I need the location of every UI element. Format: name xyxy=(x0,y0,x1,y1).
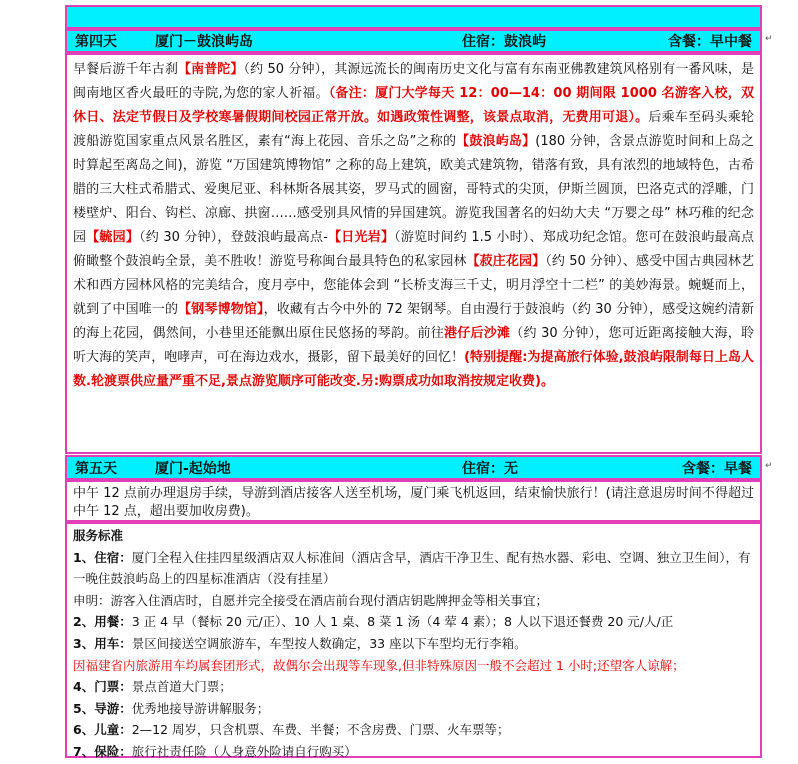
yuyuan-link: 【毓园】 xyxy=(86,230,140,245)
service-label: 6、儿童： xyxy=(73,722,132,738)
shuzhuang-link: 【菽庄花园】 xyxy=(466,254,546,269)
gulangyu-warning: (特别提醒:为提高旅行体验,鼓浪屿限制每日上岛人数.轮渡票供应量严重不足,景点游览顺序可能改变.另:购票成功如取消按规定收费)。 xyxy=(73,350,754,389)
empty-header-row xyxy=(65,5,762,29)
desc-text: 早餐后游千年古刹 xyxy=(73,62,178,77)
day4-route: 厦门－鼓浪屿岛 xyxy=(155,34,253,50)
day5-description: 中午 12 点前办理退房手续，导游到酒店接客人送至机场，厦门乘飞机返回，结束愉快旅行！(请注意退房时间不得超过中午 12 点，超出要加收房费)。 xyxy=(73,486,754,519)
desc-text: （约 50 分钟）、感受中国古典园林艺术和西方园林风格的完美结合，度月亭中，您能体会到 “长桥支海三千丈，明月浮空十二栏” 的美妙海景。蜿蜒而上，就到了中国唯一的 xyxy=(73,254,754,317)
service-text: 优秀地接导游讲解服务； xyxy=(131,700,270,716)
day5-route: 厦门-起始地 xyxy=(155,460,231,477)
gulangyu-link: 【鼓浪屿岛】 xyxy=(456,134,536,149)
day5-stay: 住宿：无 xyxy=(462,460,518,477)
paragraph-mark: ↵ xyxy=(765,461,773,471)
day4-header-row xyxy=(65,29,762,53)
desc-text: 后乘车至码头乘轮渡船游览国家重点风景名胜区，素有“海上花园、音乐之岛”之称的 xyxy=(73,110,754,149)
day5-header-row xyxy=(65,455,762,480)
desc-text: （游览时间约 1.5 小时）、郑成功纪念馆。您可在鼓浪屿最高点俯瞰整个鼓浪屿全景，美不胜收！游览号称闽台最具特色的私家园林 xyxy=(73,230,754,269)
desc-text: ，收藏有古今中外的 72 架钢琴。自由漫行于鼓浪屿（约 30 分钟），感受这婉约清新的海上花园，偶然间，小巷里还能飘出原住民悠扬的琴韵。前往 xyxy=(73,302,754,341)
piano-museum-link: 【钢琴博物馆】 xyxy=(178,302,264,317)
desc-text: （约 30 分钟），登鼓浪屿最高点- xyxy=(139,230,328,245)
day4-stay: 住宿：鼓浪屿 xyxy=(462,34,546,50)
service-text: 3 正 4 早（餐标 20 元/正）、10 人 1 桌、8 菜 1 汤（4 荤 4 素）；8 人以下退还餐费 20 元/人/正 xyxy=(131,614,674,630)
service-text: 旅行社责任险（人身意外险请自行购买） xyxy=(131,743,357,759)
service-text: 景区间接送空调旅游车，车型按人数确定，33 座以下车型均无行李箱。 xyxy=(131,635,527,651)
service-text: 厦门全程入住挂四星级酒店双人标准间（酒店含早，酒店干净卫生、配有热水器、彩电、空调、独立卫生间），有一晚住鼓浪屿岛上的四星标准酒店（没有挂星） xyxy=(73,549,751,587)
gangzai-beach: 港仔后沙滩 xyxy=(443,326,511,341)
vehicle-note: 因福建省内旅游用车均属套团形式，故偶尔会出现等车现象,但非特殊原因一般不会超过 1 小时;还望客人谅解； xyxy=(73,657,685,673)
service-label: 4、门票： xyxy=(73,679,132,695)
day5-meal: 含餐：早餐 xyxy=(682,460,752,477)
service-label: 7、保险： xyxy=(73,743,132,759)
paragraph-mark: ↵ xyxy=(765,34,773,44)
service-label: 3、用车： xyxy=(73,635,132,651)
service-title: 服务标准 xyxy=(73,528,124,543)
day5-day: 第五天 xyxy=(75,460,117,477)
service-text: 2—12 周岁，只含机票、车费、半餐；不含房费、门票、火车票等； xyxy=(131,722,510,738)
service-standards-box xyxy=(65,522,762,758)
service-label: 2、用餐： xyxy=(73,614,132,630)
day4-day: 第四天 xyxy=(75,34,117,50)
riguangyan-link: 【日光岩】 xyxy=(327,230,395,245)
desc-text: （约 30 分钟），您可近距离接触大海，聆听大海的笑声，咆哮声，可在海边戏水，摄影，留下最美好的回忆！ xyxy=(73,326,754,365)
service-label: 5、导游： xyxy=(73,700,132,716)
service-label: 1、住宿： xyxy=(73,549,132,565)
desc-text: （约 50 分钟），其源远流长的闽南历史文化与富有东南亚佛教建筑风格别有一番风味，是闽南地区香火最旺的寺院,为您的家人祈福。 xyxy=(73,62,754,101)
desc-text: (180 分钟，含景点游览时间和上岛之时算起至离岛之间)，游览 “万国建筑博物馆” 之称的岛上建筑，欧美式建筑物，错落有致，具有浓烈的地域特色，古希腊的三大柱式希腊式、爱奥尼亚、科林斯各展其姿，罗马式的圆窗，哥特式的尖顶，伊斯兰圆顶，巴洛克式的浮雕，门楼壁炉、阳台、钩栏、凉廊、拱窗……感受别具风情的异国建筑。游览我国著名的妇幼大夫 “万婴之母” 林巧稚的纪念园 xyxy=(73,134,754,245)
day4-meal: 含餐：早中餐 xyxy=(668,34,752,50)
day4-description xyxy=(67,55,760,394)
service-statement: 申明：游客入住酒店时，自愿并完全接受在酒店前台现付酒店钥匙牌押金等相关事宜； xyxy=(73,592,549,608)
day5-description-box xyxy=(65,480,762,522)
day4-description-box xyxy=(65,53,762,454)
nanputuo-link: 【南普陀】 xyxy=(177,62,244,77)
service-standards xyxy=(67,524,760,764)
service-text: 景点首道大门票； xyxy=(131,679,232,695)
xmu-note: （备注：厦门大学每天 12：00—14：00 期间限 1000 名游客入校，双休日、法定节假日及学校寒暑假期间校园正常开放。如遇政策性调整，该景点取消，无费用可退）。 xyxy=(73,86,754,125)
